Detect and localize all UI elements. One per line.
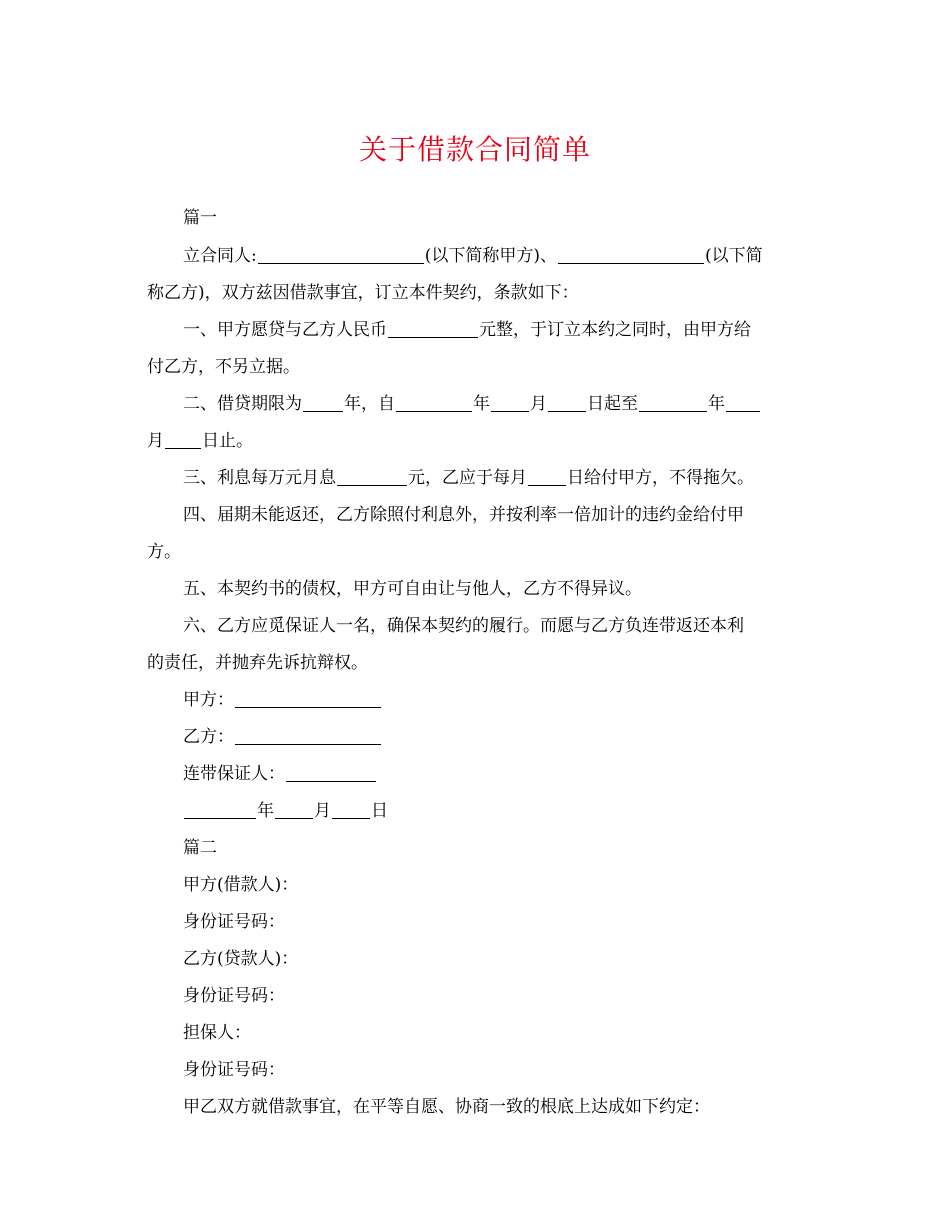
section-heading-part1: 篇一 xyxy=(183,208,217,228)
party-b-blank xyxy=(558,245,704,264)
end-month-blank xyxy=(726,393,760,412)
clause-6: 六、乙方应觅保证人一名，确保本契约的履行。而愿与乙方负连带返还本利 xyxy=(183,616,744,636)
sign-party-b-label: 乙方： xyxy=(183,727,234,747)
party-a-note: (以下简称甲方)、 xyxy=(424,246,557,266)
clause-2-year: 年 xyxy=(473,394,490,414)
sign-year-blank xyxy=(184,800,256,819)
agreement-line: 甲乙双方就借款事宜，在平等自愿、协商一致的根底上达成如下约定： xyxy=(183,1097,710,1117)
guarantor-id-line: 身份证号码： xyxy=(183,1060,285,1080)
clause-2-end: 日止。 xyxy=(202,431,253,451)
sign-month-blank xyxy=(275,800,313,819)
page-title: 关于借款合同简单 xyxy=(358,133,591,166)
interest-blank xyxy=(337,467,407,486)
borrower-id-line: 身份证号码： xyxy=(183,986,285,1006)
clause-6-cont: 的责任，并抛弃先诉抗辩权。 xyxy=(147,653,368,673)
section-heading-part2: 篇二 xyxy=(183,838,217,858)
clause-2-year2: 年 xyxy=(708,394,725,414)
party-a-blank xyxy=(258,245,424,264)
sign-day-blank xyxy=(332,800,370,819)
clause-2-from: 年，自 xyxy=(344,394,395,414)
clause-3-text: 三、利息每万元月息 xyxy=(183,468,336,488)
clause-2-text: 二、借贷期限为 xyxy=(183,394,302,414)
years-blank xyxy=(303,393,343,412)
sign-party-a xyxy=(147,682,807,719)
sign-date xyxy=(147,793,807,830)
clause-2-month2: 月 xyxy=(147,431,164,451)
sign-party-b-blank xyxy=(235,726,381,745)
start-year-blank xyxy=(396,393,472,412)
clause-3-text-cont: 元，乙应于每月 xyxy=(408,468,527,488)
clause-1-text-cont: 元整，于订立本约之同时，由甲方给 xyxy=(479,320,751,340)
borrower-line: 乙方(贷款人)： xyxy=(183,949,299,969)
lender-id-line: 身份证号码： xyxy=(183,912,285,932)
end-year-blank xyxy=(639,393,707,412)
clause-2-to: 日起至 xyxy=(587,394,638,414)
clause-2 xyxy=(147,386,807,423)
sign-guarantor-blank xyxy=(286,763,376,782)
sign-guarantor xyxy=(147,756,807,793)
parties-label: 立合同人: xyxy=(183,246,257,266)
clause-1-cont: 付乙方，不另立据。 xyxy=(147,357,300,377)
clause-5: 五、本契约书的债权，甲方可自由让与他人，乙方不得异议。 xyxy=(183,579,642,599)
clause-3-end: 日给付甲方，不得拖欠。 xyxy=(567,468,754,488)
start-day-blank xyxy=(548,393,586,412)
sign-day-label: 日 xyxy=(371,801,388,821)
parties-line xyxy=(147,238,807,275)
clause-2-month: 月 xyxy=(530,394,547,414)
clause-1-text: 一、甲方愿贷与乙方人民币 xyxy=(183,320,387,340)
party-b-note: (以下简 xyxy=(705,246,763,266)
pay-day-blank xyxy=(528,467,566,486)
sign-year-label: 年 xyxy=(257,801,274,821)
clause-4-cont: 方。 xyxy=(147,542,181,562)
start-month-blank xyxy=(491,393,529,412)
clause-2-cont xyxy=(147,423,807,460)
sign-party-a-blank xyxy=(235,689,381,708)
amount-blank xyxy=(388,319,478,338)
lender-line: 甲方(借款人)： xyxy=(183,875,299,895)
sign-party-a-label: 甲方： xyxy=(183,690,234,710)
sign-guarantor-label: 连带保证人： xyxy=(183,764,285,784)
sign-month-label: 月 xyxy=(314,801,331,821)
clause-1 xyxy=(147,312,807,349)
guarantor-line: 担保人： xyxy=(183,1023,251,1043)
parties-line-cont: 称乙方)，双方兹因借款事宜，订立本件契约，条款如下： xyxy=(147,283,579,303)
sign-party-b xyxy=(147,719,807,756)
clause-4: 四、届期未能返还，乙方除照付利息外，并按利率一倍加计的违约金给付甲 xyxy=(183,505,744,525)
clause-3 xyxy=(147,460,807,497)
end-day-blank xyxy=(165,430,201,449)
